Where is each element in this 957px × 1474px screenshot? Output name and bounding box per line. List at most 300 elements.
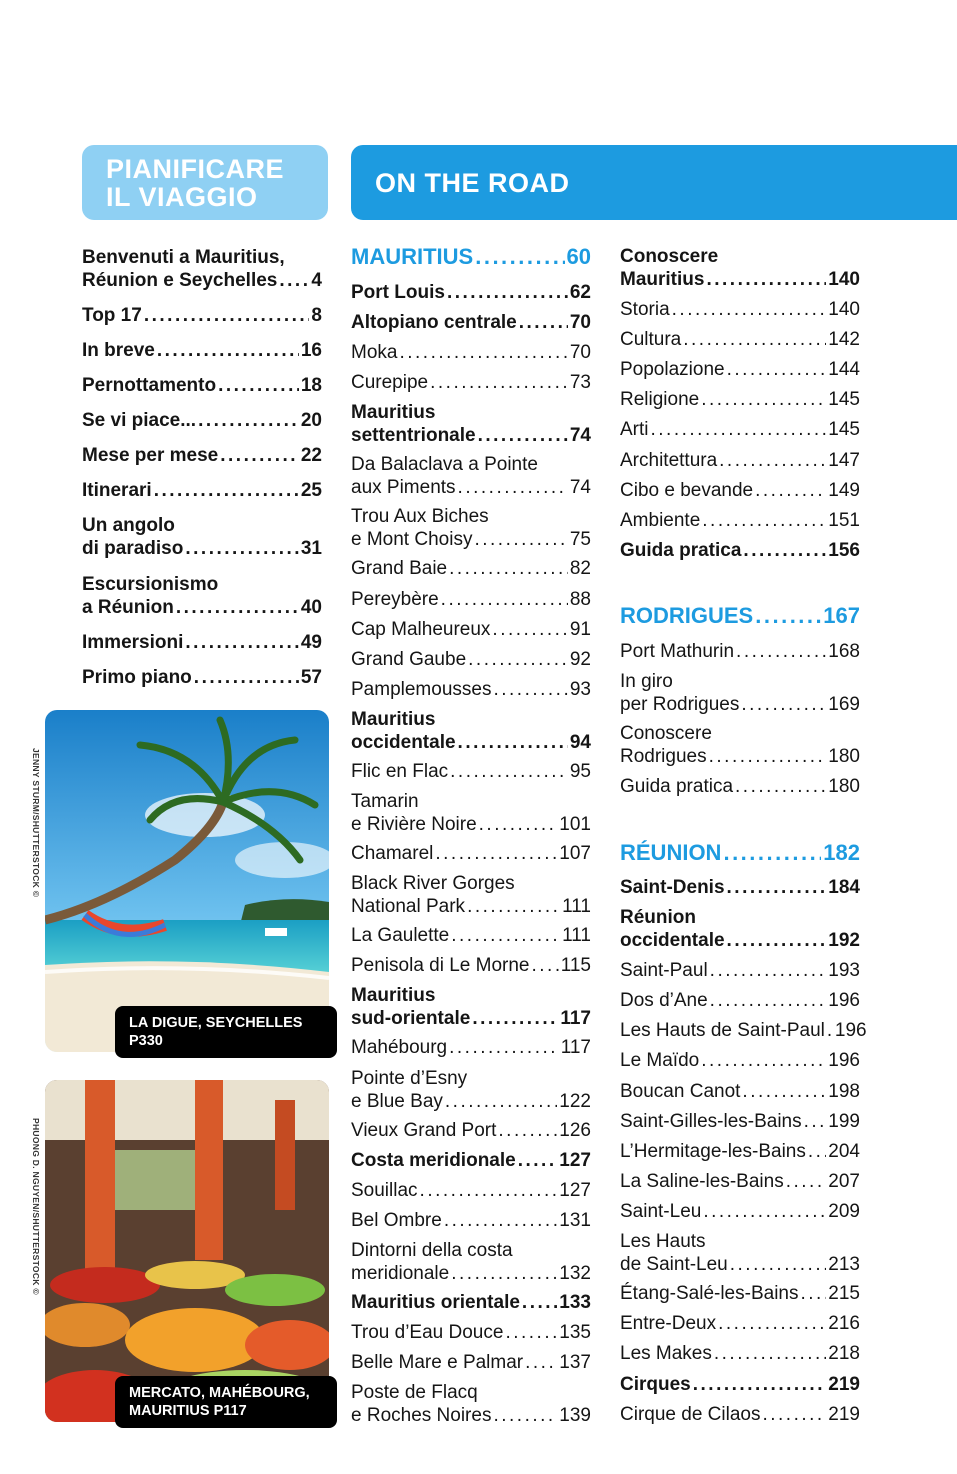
dot-leader bbox=[742, 1080, 826, 1103]
toc-entry-label: Belle Mare e Palmar bbox=[351, 1352, 524, 1373]
toc-page-number: 182 bbox=[823, 840, 860, 865]
toc-entry bbox=[351, 557, 591, 580]
dot-leader bbox=[468, 648, 568, 671]
toc-page-number: 93 bbox=[569, 679, 591, 700]
toc-entry bbox=[351, 1119, 591, 1142]
toc-entry-label: de Saint-Leu bbox=[620, 1254, 728, 1275]
toc-entry bbox=[620, 1080, 860, 1103]
toc-page-number: 22 bbox=[300, 445, 322, 466]
dot-leader bbox=[198, 409, 299, 432]
toc-page-number: 57 bbox=[300, 667, 322, 688]
toc-page-number: 8 bbox=[311, 305, 322, 326]
market-photo bbox=[45, 1080, 329, 1422]
toc-entry bbox=[620, 670, 860, 716]
toc-entry bbox=[351, 505, 591, 551]
toc-entry bbox=[351, 1381, 591, 1427]
toc-page-number: 218 bbox=[828, 1343, 860, 1364]
photo-credit: JENNY STURM/SHUTTERSTOCK © bbox=[31, 748, 41, 898]
dot-leader bbox=[450, 760, 568, 783]
toc-entry-label: aux Piments bbox=[351, 477, 456, 498]
dot-leader bbox=[762, 1403, 826, 1426]
toc-entry bbox=[620, 509, 860, 532]
toc-page-number: 117 bbox=[560, 1008, 591, 1029]
toc-page-number: 74 bbox=[569, 425, 591, 446]
toc-entry-label: Vieux Grand Port bbox=[351, 1120, 497, 1141]
toc-entry-label-line: Mauritius bbox=[351, 709, 436, 730]
toc-entry bbox=[82, 444, 322, 467]
toc-entry-label: Cirques bbox=[620, 1374, 691, 1395]
toc-entry-label: Pernottamento bbox=[82, 375, 217, 396]
toc-page-number: 204 bbox=[828, 1141, 860, 1162]
dot-leader bbox=[710, 959, 827, 982]
toc-entry bbox=[351, 678, 591, 701]
toc-page-number: 82 bbox=[569, 558, 591, 579]
toc-page-number: 111 bbox=[562, 896, 591, 917]
dot-leader bbox=[185, 537, 299, 560]
toc-entry-label: Saint-Gilles-les-Bains bbox=[620, 1111, 802, 1132]
dot-leader bbox=[525, 1351, 557, 1374]
toc-entry bbox=[620, 328, 860, 351]
toc-entry-label: Entre-Deux bbox=[620, 1313, 717, 1334]
toc-entry bbox=[351, 453, 591, 499]
dot-leader bbox=[445, 1090, 557, 1113]
dot-leader bbox=[736, 640, 826, 663]
dot-leader bbox=[479, 813, 558, 836]
toc-page-number: 95 bbox=[569, 761, 591, 782]
toc-page-number: 101 bbox=[559, 814, 591, 835]
toc-entry bbox=[82, 409, 322, 432]
toc-page-number: 180 bbox=[828, 746, 860, 767]
toc-page-number: 145 bbox=[828, 419, 860, 440]
caption-line: MERCATO, MAHÉBOURG, bbox=[129, 1385, 310, 1401]
toc-page-number: 75 bbox=[569, 529, 591, 550]
toc-entry bbox=[620, 640, 860, 663]
toc-entry bbox=[620, 906, 860, 952]
toc-entry bbox=[351, 588, 591, 611]
toc-entry-label-line: Da Balaclava a Pointe bbox=[351, 454, 538, 475]
toc-entry bbox=[620, 1373, 860, 1396]
dot-leader bbox=[710, 989, 827, 1012]
toc-entry-label-line: Réunion bbox=[620, 907, 696, 928]
toc-entry bbox=[82, 374, 322, 397]
toc-entry-label: e Mont Choisy bbox=[351, 529, 473, 550]
toc-entry bbox=[351, 311, 591, 334]
dot-leader bbox=[518, 1149, 558, 1172]
toc-page-number: 169 bbox=[828, 694, 860, 715]
dot-leader bbox=[532, 954, 559, 977]
toc-entry bbox=[351, 790, 591, 836]
toc-entry bbox=[620, 876, 860, 899]
dot-leader bbox=[800, 1282, 826, 1305]
toc-entry-label: a Réunion bbox=[82, 597, 174, 618]
dot-leader bbox=[441, 588, 568, 611]
toc-entry bbox=[82, 514, 322, 560]
dot-leader bbox=[505, 1321, 557, 1344]
toc-page-number: 49 bbox=[300, 632, 322, 653]
toc-entry-label: Cultura bbox=[620, 329, 682, 350]
toc-entry bbox=[351, 1036, 591, 1059]
toc-entry bbox=[620, 1140, 860, 1163]
dot-leader bbox=[703, 1200, 826, 1223]
toc-page-number: 111 bbox=[562, 925, 591, 946]
header-line-2: IL VIAGGIO bbox=[106, 182, 258, 212]
dot-leader bbox=[458, 731, 568, 754]
dot-leader bbox=[435, 842, 557, 865]
section-header-on-the-road-title: ON THE ROAD bbox=[375, 168, 570, 198]
toc-entry bbox=[620, 388, 860, 411]
toc-page-number: 180 bbox=[828, 776, 860, 797]
dot-leader bbox=[714, 1342, 826, 1365]
dot-leader bbox=[472, 1007, 558, 1030]
toc-page-number: 126 bbox=[559, 1120, 591, 1141]
toc-entry-label: Top 17 bbox=[82, 305, 142, 326]
toc-entry-label: Se vi piace... bbox=[82, 410, 197, 431]
toc-entry-label: Rodrigues bbox=[620, 746, 707, 767]
toc-page-number: 62 bbox=[569, 282, 591, 303]
toc-page-number: 92 bbox=[569, 649, 591, 670]
toc-page-number: 132 bbox=[559, 1263, 591, 1284]
dot-leader bbox=[447, 281, 568, 304]
toc-page-number: 4 bbox=[311, 270, 322, 291]
dot-leader bbox=[474, 528, 567, 551]
toc-page-number: 168 bbox=[828, 641, 860, 662]
toc-entry-label: Immersioni bbox=[82, 632, 184, 653]
toc-entry bbox=[620, 245, 860, 291]
toc-page-number: 192 bbox=[828, 930, 860, 951]
dot-leader bbox=[827, 1019, 833, 1042]
toc-page-number: 184 bbox=[828, 877, 860, 898]
toc-entry-label: Trou d’Eau Douce bbox=[351, 1322, 504, 1343]
dot-leader bbox=[701, 388, 826, 411]
dot-leader bbox=[786, 1170, 827, 1193]
dot-leader bbox=[449, 1036, 559, 1059]
toc-page-number: 139 bbox=[559, 1405, 591, 1426]
beach-photo-image bbox=[45, 710, 329, 1052]
toc-entry-label: Primo piano bbox=[82, 667, 192, 688]
toc-entry bbox=[351, 341, 591, 364]
toc-page-number: 25 bbox=[300, 480, 322, 501]
toc-page-number: 145 bbox=[828, 389, 860, 410]
toc-entry bbox=[351, 618, 591, 641]
toc-entry-label-line: Les Hauts bbox=[620, 1231, 706, 1252]
dot-leader bbox=[498, 1119, 557, 1142]
toc-entry-label: Ambiente bbox=[620, 510, 701, 531]
dot-leader bbox=[718, 1312, 826, 1335]
toc-entry bbox=[82, 246, 322, 292]
toc-entry bbox=[82, 339, 322, 362]
toc-section-heading bbox=[620, 840, 860, 866]
dot-leader bbox=[467, 895, 560, 918]
dot-leader bbox=[493, 678, 567, 701]
toc-entry-label: Altopiano centrale bbox=[351, 312, 517, 333]
dot-leader bbox=[519, 311, 568, 334]
toc-entry bbox=[620, 539, 860, 562]
toc-page-number: 147 bbox=[828, 450, 860, 471]
dot-leader bbox=[220, 444, 299, 467]
dot-leader bbox=[743, 539, 826, 562]
dot-leader bbox=[741, 693, 826, 716]
toc-entry bbox=[351, 1149, 591, 1172]
toc-entry-label: Religione bbox=[620, 389, 700, 410]
dot-leader bbox=[475, 244, 564, 270]
toc-page-number: 167 bbox=[823, 603, 860, 628]
toc-entry-label: settentrionale bbox=[351, 425, 476, 446]
toc-page-number: 196 bbox=[828, 1050, 860, 1071]
market-photo-image bbox=[45, 1080, 329, 1422]
toc-section-heading bbox=[351, 244, 591, 270]
photo-credit: PHUONG D. NGUYEN/SHUTTERSTOCK © bbox=[31, 1118, 41, 1295]
dot-leader bbox=[399, 341, 567, 364]
dot-leader bbox=[522, 1291, 557, 1314]
toc-page-number: 216 bbox=[828, 1313, 860, 1334]
toc-entry-label: Les Makes bbox=[620, 1343, 712, 1364]
toc-entry-label: occidentale bbox=[351, 732, 456, 753]
toc-entry-label-line: Mauritius bbox=[351, 985, 436, 1006]
toc-page-number: 40 bbox=[300, 597, 322, 618]
toc-entry-label: Guida pratica bbox=[620, 540, 742, 561]
dot-leader bbox=[218, 374, 299, 397]
toc-entry bbox=[82, 304, 322, 327]
toc-entry bbox=[620, 298, 860, 321]
toc-entry-label: RODRIGUES bbox=[620, 603, 754, 628]
toc-entry bbox=[351, 1067, 591, 1113]
dot-leader bbox=[449, 557, 568, 580]
toc-entry bbox=[351, 1291, 591, 1314]
toc-page-number: 215 bbox=[828, 1283, 860, 1304]
toc-page-number: 140 bbox=[828, 269, 860, 290]
toc-entry bbox=[620, 1230, 860, 1276]
toc-entry-label: National Park bbox=[351, 896, 466, 917]
toc-entry-label: Grand Baie bbox=[351, 558, 448, 579]
toc-entry-label: Le Maïdo bbox=[620, 1050, 700, 1071]
toc-page-number: 142 bbox=[828, 329, 860, 350]
toc-entry-label: Moka bbox=[351, 342, 398, 363]
dot-leader bbox=[693, 1373, 827, 1396]
beach-photo-caption bbox=[115, 1006, 337, 1058]
toc-entry-label-line: Poste de Flacq bbox=[351, 1382, 478, 1403]
toc-page-number: 213 bbox=[828, 1254, 860, 1275]
toc-entry-label: Mauritius bbox=[620, 269, 705, 290]
toc-entry bbox=[351, 401, 591, 447]
toc-entry-label-line: In giro bbox=[620, 671, 673, 692]
toc-entry-label-line: Mauritius bbox=[351, 402, 436, 423]
toc-page-number: 209 bbox=[828, 1201, 860, 1222]
toc-entry-label: Étang-Salé-les-Bains bbox=[620, 1283, 799, 1304]
dot-leader bbox=[458, 476, 568, 499]
caption-line: MAURITIUS P117 bbox=[129, 1403, 247, 1419]
dot-leader bbox=[176, 596, 299, 619]
toc-entry-label-line: Benvenuti a Mauritius, bbox=[82, 247, 285, 268]
toc-page-number: 107 bbox=[559, 843, 591, 864]
dot-leader bbox=[444, 1209, 557, 1232]
toc-entry-label: Curepipe bbox=[351, 372, 429, 393]
toc-page-number: 127 bbox=[559, 1150, 591, 1171]
toc-entry-label-line: Tamarin bbox=[351, 791, 419, 812]
toc-page-number: 60 bbox=[566, 244, 591, 269]
toc-entry bbox=[82, 573, 322, 619]
toc-page-number: 219 bbox=[828, 1374, 860, 1395]
toc-page-number: 74 bbox=[569, 477, 591, 498]
dot-leader bbox=[702, 509, 826, 532]
toc-entry-label: Mese per mese bbox=[82, 445, 219, 466]
dot-leader bbox=[185, 631, 298, 654]
toc-entry-label: Port Mathurin bbox=[620, 641, 735, 662]
toc-entry bbox=[620, 1019, 867, 1042]
toc-entry bbox=[620, 722, 860, 768]
toc-entry bbox=[351, 648, 591, 671]
dot-leader bbox=[651, 418, 827, 441]
toc-entry-label: Les Hauts de Saint-Paul bbox=[620, 1020, 825, 1041]
toc-page-number: 133 bbox=[559, 1292, 591, 1313]
toc-entry-label: Penisola di Le Morne bbox=[351, 955, 530, 976]
toc-entry bbox=[620, 1170, 860, 1193]
toc-entry-label: Mahébourg bbox=[351, 1037, 448, 1058]
dot-leader bbox=[492, 618, 567, 641]
dot-leader bbox=[144, 304, 310, 327]
toc-entry bbox=[351, 842, 591, 865]
toc-entry bbox=[351, 924, 591, 947]
toc-page-number: 140 bbox=[828, 299, 860, 320]
toc-entry-label: Arti bbox=[620, 419, 649, 440]
dot-leader bbox=[701, 1049, 826, 1072]
dot-leader bbox=[154, 479, 299, 502]
toc-page-number: 137 bbox=[559, 1352, 591, 1373]
toc-entry bbox=[620, 1312, 860, 1335]
toc-entry-label: e Roches Noires bbox=[351, 1405, 492, 1426]
toc-entry bbox=[82, 666, 322, 689]
dot-leader bbox=[430, 371, 568, 394]
toc-entry bbox=[351, 1179, 591, 1202]
header-line-1: PIANIFICARE bbox=[106, 154, 285, 184]
toc-page-number: 144 bbox=[828, 359, 860, 380]
toc-page-number: 70 bbox=[569, 342, 591, 363]
toc-entry-label: sud-orientale bbox=[351, 1008, 471, 1029]
dot-leader bbox=[493, 1404, 557, 1427]
toc-entry bbox=[351, 1321, 591, 1344]
toc-page-number: 151 bbox=[828, 510, 860, 531]
caption-line: LA DIGUE, SEYCHELLES bbox=[129, 1015, 303, 1031]
toc-entry-label: Mauritius orientale bbox=[351, 1292, 520, 1313]
toc-entry-label: per Rodrigues bbox=[620, 694, 740, 715]
dot-leader bbox=[723, 840, 821, 866]
toc-entry-label: Bel Ombre bbox=[351, 1210, 442, 1231]
toc-entry bbox=[351, 984, 591, 1030]
toc-entry-label: Architettura bbox=[620, 450, 718, 471]
toc-page-number: 207 bbox=[828, 1171, 860, 1192]
toc-entry-label: MAURITIUS bbox=[351, 244, 474, 269]
toc-entry bbox=[351, 1351, 591, 1374]
toc-entry bbox=[620, 1110, 860, 1133]
toc-entry-label: Pereybère bbox=[351, 589, 439, 610]
toc-entry bbox=[351, 281, 591, 304]
toc-entry bbox=[620, 449, 860, 472]
dot-leader bbox=[451, 1262, 557, 1285]
toc-entry-label: Souillac bbox=[351, 1180, 418, 1201]
dot-leader bbox=[709, 745, 827, 768]
toc-entry-label: L’Hermitage-les-Bains bbox=[620, 1141, 806, 1162]
dot-leader bbox=[420, 1179, 558, 1202]
toc-page-number: 196 bbox=[834, 1020, 867, 1041]
dot-leader bbox=[279, 269, 309, 292]
toc-page-number: 70 bbox=[569, 312, 591, 333]
toc-entry bbox=[620, 479, 860, 502]
toc-entry-label: Popolazione bbox=[620, 359, 725, 380]
toc-entry-label: Chamarel bbox=[351, 843, 434, 864]
toc-entry-label-line: Dintorni della costa bbox=[351, 1240, 513, 1261]
toc-entry bbox=[82, 631, 322, 654]
dot-leader bbox=[683, 328, 826, 351]
dot-leader bbox=[194, 666, 299, 689]
dot-leader bbox=[727, 929, 827, 952]
toc-entry-label: e Blue Bay bbox=[351, 1091, 443, 1112]
dot-leader bbox=[735, 775, 826, 798]
toc-entry-label: Port Louis bbox=[351, 282, 445, 303]
toc-page-number: 94 bbox=[569, 732, 591, 753]
toc-entry-label: Cap Malheureux bbox=[351, 619, 491, 640]
toc-entry-label: Saint-Denis bbox=[620, 877, 725, 898]
toc-entry-label-line: Conoscere bbox=[620, 246, 719, 267]
toc-entry-label: Dos d’Ane bbox=[620, 990, 708, 1011]
dot-leader bbox=[451, 924, 560, 947]
dot-leader bbox=[719, 449, 826, 472]
toc-entry-label-line: Trou Aux Biches bbox=[351, 506, 489, 527]
dot-leader bbox=[706, 268, 826, 291]
toc-entry-label-line: Escursionismo bbox=[82, 574, 219, 595]
toc-entry-label: e Rivière Noire bbox=[351, 814, 477, 835]
toc-page-number: 196 bbox=[828, 990, 860, 1011]
toc-entry-label: RÉUNION bbox=[620, 840, 722, 865]
dot-leader bbox=[755, 603, 821, 629]
toc-entry-label: Itinerari bbox=[82, 480, 152, 501]
toc-page-number: 135 bbox=[559, 1322, 591, 1343]
toc-section-heading bbox=[620, 603, 860, 629]
section-header-on-the-road bbox=[351, 145, 957, 220]
section-header-planning-title bbox=[106, 155, 284, 211]
caption-line: P330 bbox=[129, 1033, 163, 1049]
dot-leader bbox=[672, 298, 827, 321]
dot-leader bbox=[157, 339, 299, 362]
dot-leader bbox=[808, 1140, 826, 1163]
toc-entry bbox=[351, 760, 591, 783]
toc-page-number: 149 bbox=[828, 480, 860, 501]
toc-page-number: 91 bbox=[569, 619, 591, 640]
toc-entry-label-line: Black River Gorges bbox=[351, 873, 515, 894]
toc-entry-label: Réunion e Seychelles bbox=[82, 270, 278, 291]
dot-leader bbox=[727, 876, 827, 899]
toc-page-number: 16 bbox=[300, 340, 322, 361]
toc-page-number: 20 bbox=[300, 410, 322, 431]
toc-entry-label: Boucan Canot bbox=[620, 1081, 741, 1102]
toc-entry-label: Guida pratica bbox=[620, 776, 734, 797]
toc-entry bbox=[620, 775, 860, 798]
toc-entry-label: Storia bbox=[620, 299, 670, 320]
toc-entry-label-line: Un angolo bbox=[82, 515, 175, 536]
toc-page-number: 31 bbox=[300, 538, 322, 559]
toc-entry-label: di paradiso bbox=[82, 538, 184, 559]
toc-entry-label-line: Conoscere bbox=[620, 723, 712, 744]
dot-leader bbox=[478, 424, 568, 447]
toc-page-number: 156 bbox=[828, 540, 860, 561]
toc-entry-label: La Gaulette bbox=[351, 925, 450, 946]
toc-page-number: 73 bbox=[569, 372, 591, 393]
toc-entry bbox=[351, 1239, 591, 1285]
toc-entry-label: La Saline-les-Bains bbox=[620, 1171, 784, 1192]
toc-entry bbox=[82, 479, 322, 502]
toc-entry bbox=[351, 708, 591, 754]
toc-entry bbox=[620, 1282, 860, 1305]
toc-entry bbox=[620, 1200, 860, 1223]
dot-leader bbox=[730, 1253, 827, 1276]
